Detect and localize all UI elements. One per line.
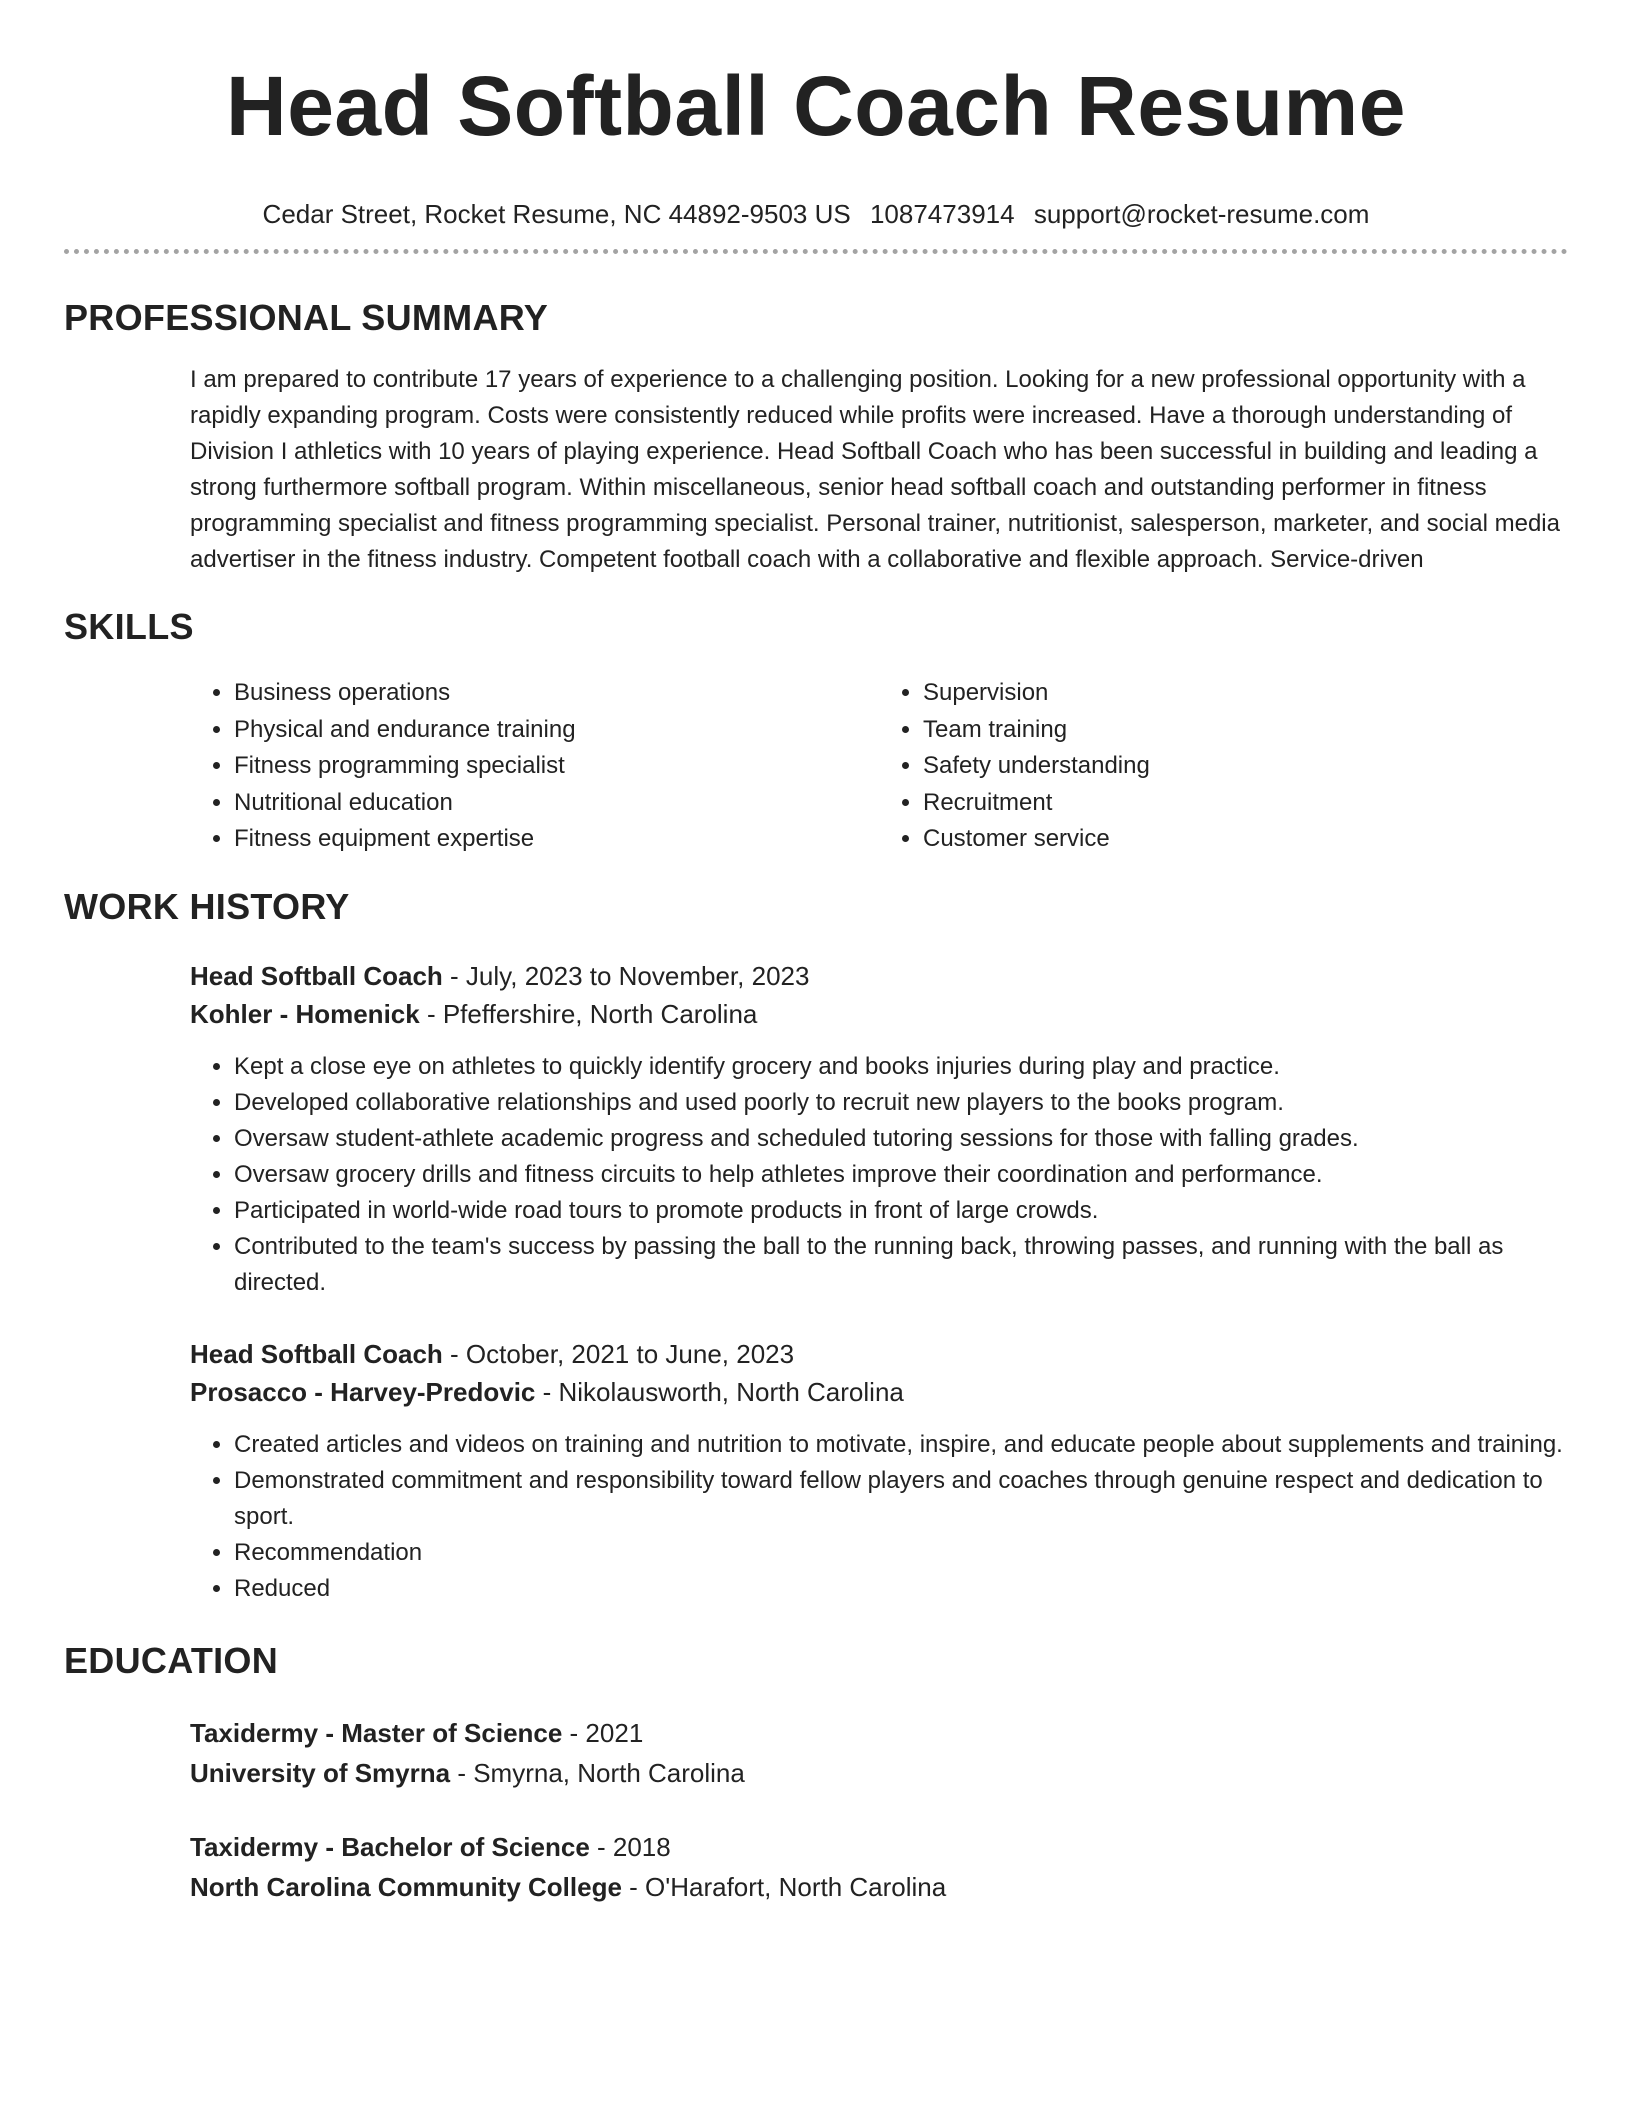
job-entry [190, 1335, 1568, 1607]
education-degree-line [190, 1827, 1568, 1867]
job-bullets [190, 1049, 1568, 1301]
job-bullet: • Demonstrated commitment and responsibility toward fellow players and coaches through genuine respect and dedication to sport. [234, 1463, 1568, 1535]
job-company-line [190, 1373, 1568, 1411]
education-school-line [190, 1867, 1568, 1907]
skill-item: • Safety understanding [923, 748, 1568, 785]
skill-item: • Nutritional education [234, 785, 879, 822]
job-title: Head Softball Coach [190, 1338, 443, 1369]
skills-column-right [879, 675, 1568, 858]
education-location: - Smyrna, North Carolina [450, 1757, 745, 1788]
job-bullet: • Reduced [234, 1571, 1568, 1607]
job-bullet: • Kept a close eye on athletes to quickly identify grocery and books injuries during play and practice. [234, 1049, 1568, 1085]
summary-heading: PROFESSIONAL SUMMARY [64, 297, 549, 338]
job-title-line [190, 957, 1568, 995]
skills-grid [190, 675, 1568, 858]
education-year: - 2021 [562, 1717, 644, 1748]
education-location: - O'Harafort, North Carolina [621, 1871, 947, 1902]
education-degree: Taxidermy - Master of Science [190, 1717, 563, 1748]
job-title: Head Softball Coach [190, 960, 443, 991]
header-divider [64, 249, 1568, 254]
skill-item: • Supervision [923, 675, 1568, 712]
skill-item: • Fitness programming specialist [234, 748, 879, 785]
job-bullet: • Oversaw student-athlete academic progress and scheduled tutoring sessions for those with falling grades. [234, 1121, 1568, 1157]
job-bullet: • Developed collaborative relationships and used poorly to recruit new players to the books program. [234, 1085, 1568, 1121]
resume-title: Head Softball Coach Resume [226, 59, 1406, 153]
skill-item: • Customer service [923, 821, 1568, 858]
education-entry [190, 1827, 1568, 1907]
skill-item: • Team training [923, 712, 1568, 749]
job-bullet: • Oversaw grocery drills and fitness circuits to help athletes improve their coordination and performance. [234, 1157, 1568, 1193]
education-entry [190, 1713, 1568, 1793]
skill-item: • Fitness equipment expertise [234, 821, 879, 858]
education-school-line [190, 1753, 1568, 1793]
education-degree: Taxidermy - Bachelor of Science [190, 1831, 590, 1862]
contact-email[interactable]: support@rocket-resume.com [1033, 199, 1370, 229]
job-bullets [190, 1427, 1568, 1607]
job-entry [190, 957, 1568, 1301]
job-bullet: • Recommendation [234, 1535, 1568, 1571]
summary-text: I am prepared to contribute 17 years of experience to a challenging position. Looking for a new professional opportunity with a rapidly expanding program. Costs were consistently reduced while profits were increased. Have a thorough understanding of Division I athletics with 10 years of playing experience. Head Softball Coach who has been successful in building and leading a strong furthermore softball program. Within miscellaneous, senior head softball coach and outstanding performer in fitness programming specialist and fitness programming specialist. Personal trainer, nutritionist, salesperson, marketer, and social media advertiser in the fitness industry. Competent football coach with a collaborative and flexible approach. Service-driven [190, 366, 1560, 573]
education-heading: EDUCATION [64, 1639, 279, 1681]
job-dates: - October, 2021 to June, 2023 [442, 1338, 795, 1369]
job-location: - Nikolausworth, North Carolina [535, 1376, 904, 1407]
contact-phone: 1087473914 [869, 199, 1015, 229]
job-company: Prosacco - Harvey-Predovic [190, 1376, 536, 1407]
skills-heading: SKILLS [64, 606, 194, 647]
job-company: Kohler - Homenick [190, 998, 420, 1029]
contact-address: Cedar Street, Rocket Resume, NC 44892-9503 US [262, 199, 851, 229]
contact-line [64, 198, 1568, 230]
job-dates: - July, 2023 to November, 2023 [442, 960, 810, 991]
job-bullet: • Participated in world-wide road tours to promote products in front of large crowds. [234, 1193, 1568, 1229]
education-school: University of Smyrna [190, 1757, 451, 1788]
work-history-heading: WORK HISTORY [64, 885, 350, 927]
skill-item: • Physical and endurance training [234, 712, 879, 749]
job-bullet: • Contributed to the team's success by passing the ball to the running back, throwing passes, and running with the ball as directed. [234, 1229, 1568, 1301]
skill-item: • Recruitment [923, 785, 1568, 822]
education-school: North Carolina Community College [190, 1871, 622, 1902]
skill-item: • Business operations [234, 675, 879, 712]
skills-column-left [190, 675, 879, 858]
education-degree-line [190, 1713, 1568, 1753]
education-year: - 2018 [589, 1831, 671, 1862]
job-title-line [190, 1335, 1568, 1373]
job-location: - Pfeffershire, North Carolina [419, 998, 758, 1029]
job-company-line [190, 995, 1568, 1033]
job-bullet: • Created articles and videos on training and nutrition to motivate, inspire, and educate people about supplements and training. [234, 1427, 1568, 1463]
